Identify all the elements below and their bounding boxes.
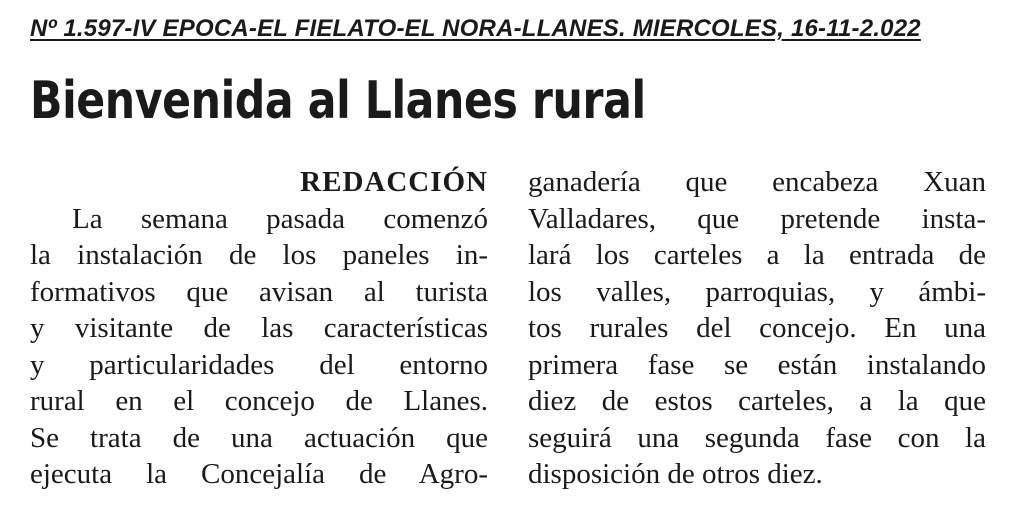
text-line: ganadería que encabeza Xuan — [528, 166, 986, 198]
article-headline: Bienvenida al Llanes rural — [30, 71, 646, 131]
article-right-column — [528, 164, 986, 493]
text-line: formativos que avisan al turista — [30, 275, 488, 308]
text-line: seguirá una segunda fase con la — [528, 421, 986, 454]
issue-header-line: Nº 1.597-IV EPOCA-EL FIELATO-EL NORA-LLANES. MIERCOLES, 16-11-2.022 — [30, 15, 921, 42]
article-byline: REDACCIÓN — [300, 166, 488, 198]
text-line: primera fase se están instalando — [528, 348, 986, 381]
text-line: diez de estos carteles, a la que — [528, 385, 986, 417]
text-line: Valladares, que pretende insta- — [528, 202, 986, 235]
text-line: disposición de otros diez. — [528, 458, 823, 490]
text-line: La semana pasada comenzó — [72, 202, 488, 235]
text-line: y visitante de las características — [30, 312, 488, 344]
text-line: rural en el concejo de Llanes. — [30, 385, 488, 417]
text-line: lará los carteles a la entrada de — [528, 239, 986, 271]
text-line: los valles, parroquias, y ámbi- — [528, 275, 986, 308]
article-left-column — [30, 164, 488, 493]
text-line: la instalación de los paneles in- — [30, 239, 488, 271]
text-line: y particularidades del entorno — [30, 348, 488, 381]
text-line: ejecuta la Concejalía de Agro- — [30, 458, 488, 490]
text-line: tos rurales del concejo. En una — [528, 312, 986, 344]
text-line: Se trata de una actuación que — [30, 421, 488, 454]
